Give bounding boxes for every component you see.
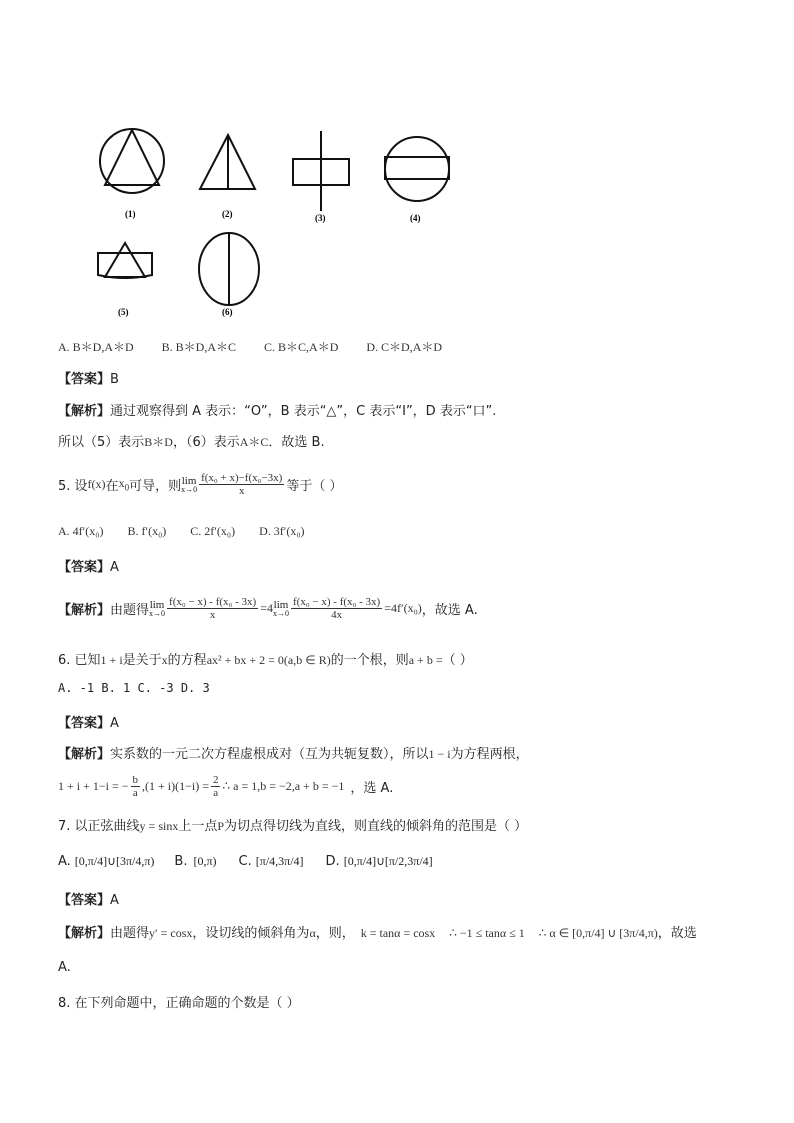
answer-tag: 【答案】 — [58, 560, 111, 575]
analysis-text: 为方程两根， — [450, 747, 529, 762]
question-text: 5. 设 — [58, 478, 88, 494]
shape-2-label: (2) — [222, 209, 233, 219]
q5-option-d: D. 3f′(x₀) — [259, 524, 305, 538]
q4-answer — [58, 368, 119, 387]
q6-analysis-line2 — [58, 768, 393, 804]
math-expr: y′ = cosx — [149, 926, 193, 940]
analysis-text: ，设切线的倾斜角为 — [192, 926, 310, 941]
math-expr: ,(1 + i)(1−i) = — [142, 778, 209, 793]
math-expr: a + b = — [408, 653, 443, 667]
analysis-text: ，（6）表示 — [172, 435, 240, 450]
limit-operator: lim x→0 — [181, 474, 198, 494]
q6-stem — [58, 649, 473, 668]
q4-option-a: A. B＊D,A＊D — [58, 340, 134, 354]
shape-6-label: (6) — [222, 307, 233, 317]
q5-option-c: C. 2f′(x₀) — [190, 524, 236, 538]
question-text: 为切点得切线为直线，则直线的倾斜角的范围是（ ） — [224, 819, 528, 834]
limit-operator: lim x→0 — [273, 598, 289, 618]
answer-value: A — [110, 560, 119, 575]
shape-1-label: (1) — [125, 209, 136, 219]
analysis-tag: 【解析】 — [58, 926, 111, 941]
shape-3-label: (3) — [315, 213, 326, 223]
fraction: $\frac{\text{f(x₀ + x)−f(x₀−3x)}}{x}$ — [201, 471, 283, 497]
question-text: 在 — [105, 478, 119, 494]
math-expr: =4 — [260, 600, 273, 615]
q7-option-b: [0,π) — [193, 853, 217, 868]
q7-option-d-label: D. — [325, 853, 340, 869]
math-expr: ax² + bx + 2 = 0(a,b ∈ R) — [206, 653, 331, 667]
math-expr: P — [217, 819, 225, 833]
math-expr: 1 + i + 1−i = − — [58, 778, 129, 793]
q7-option-a: [0,π/4]∪[3π/4,π) — [74, 853, 155, 868]
q4-option-c: C. B＊C,A＊D — [264, 340, 339, 354]
q7-option-a-label: A. — [58, 853, 71, 869]
analysis-text: ，选 A. — [350, 780, 394, 796]
math-expr: =4f′(x₀) — [384, 600, 422, 615]
math-expr: ∴ α ∈ [0,π/4] ∪ [3π/4,π) — [538, 926, 658, 940]
q4-analysis-line1 — [58, 400, 496, 419]
q4-analysis-line2 — [58, 431, 325, 450]
shape-5 — [98, 243, 152, 278]
shape-4 — [385, 137, 449, 201]
fraction: $\frac{2}{a}$ — [212, 773, 219, 799]
q7-option-d: [0,π/4]∪[π/2,3π/4] — [343, 853, 433, 868]
answer-tag: 【答案】 — [58, 716, 111, 731]
answer-value: A — [110, 893, 119, 908]
math-expr: 1 + i — [100, 653, 123, 667]
analysis-text: ．故选 B. — [268, 435, 325, 450]
q7-answer — [58, 889, 119, 908]
question-text: 可导，则 — [129, 478, 182, 494]
q5-option-a: A. 4f′(x₀) — [58, 524, 104, 538]
question-text: 6. 已知 — [58, 653, 101, 668]
math-expr: k = tanα = cosx — [360, 926, 436, 940]
q7-option-b-label: B. — [174, 853, 188, 869]
question-text: 的方程 — [167, 653, 207, 668]
q7-option-c: [π/4,3π/4] — [255, 853, 304, 868]
analysis-text: 由题得 — [110, 602, 150, 618]
q7-option-c-label: C. — [238, 853, 252, 869]
math-expr: α — [309, 926, 316, 940]
q6-options: A. -1 B. 1 C. -3 D. 3 — [58, 681, 210, 695]
analysis-text: ，则， — [315, 926, 355, 941]
analysis-text: 实系数的一元二次方程虚根成对（互为共轭复数），所以 — [110, 747, 429, 762]
shape-3 — [293, 131, 349, 211]
q7-analysis-line2: A. — [58, 960, 71, 975]
math-expr: x — [161, 653, 168, 667]
analysis-text: ，故选 A. — [421, 602, 478, 618]
question-text: 等于（ ） — [286, 478, 343, 494]
math-expr: y = sinx — [139, 819, 179, 833]
analysis-tag: 【解析】 — [58, 747, 111, 762]
shape-1 — [100, 129, 164, 193]
q7-options — [58, 846, 433, 876]
analysis-tag: 【解析】 — [58, 602, 111, 618]
analysis-text: 由题得 — [110, 926, 150, 941]
question-text: （ ） — [442, 653, 473, 668]
limit-operator: lim x→0 — [149, 598, 166, 618]
analysis-text: ，故选 — [657, 926, 697, 941]
q5-analysis — [58, 588, 478, 628]
math-expr: A＊C — [239, 435, 269, 449]
q4-option-b: B. B＊D,A＊C — [161, 340, 237, 354]
analysis-text: 所以（5）表示 — [58, 435, 145, 450]
shapes-figure — [95, 125, 475, 325]
answer-tag: 【答案】 — [58, 893, 111, 908]
q4-options — [58, 338, 442, 355]
math-expr: $x_0$ — [118, 475, 130, 493]
math-expr: ∴ a = 1,b = −2,a + b = −1 — [222, 778, 345, 793]
q5-answer — [58, 556, 119, 575]
math-expr: B＊D — [144, 435, 173, 449]
question-text: 7. 以正弦曲线 — [58, 819, 140, 834]
fraction: $\frac{\text{f(x₀ − x) - f(x₀ - 3x)}}{4x}$ — [293, 595, 381, 621]
answer-tag: 【答案】 — [58, 372, 111, 387]
question-text: 是关于 — [122, 653, 162, 668]
analysis-tag: 【解析】 — [58, 404, 111, 419]
shape-4-label: (4) — [410, 213, 421, 223]
q8-stem: 8. 在下列命题中，正确命题的个数是（ ） — [58, 996, 300, 1011]
q4-option-d: D. C＊D,A＊D — [366, 340, 443, 354]
q5-options — [58, 524, 305, 539]
q7-stem — [58, 815, 527, 834]
q5-stem — [58, 464, 342, 504]
shape-6 — [199, 233, 259, 305]
q6-answer — [58, 712, 119, 731]
shape-5-label: (5) — [118, 307, 129, 317]
question-text: 的一个根，则 — [330, 653, 409, 668]
answer-value: B — [110, 372, 119, 387]
math-expr: ∴ −1 ≤ tanα ≤ 1 — [449, 926, 525, 940]
q6-analysis-line1 — [58, 743, 529, 762]
answer-value: A — [110, 716, 119, 731]
shape-2 — [200, 135, 255, 189]
fraction: $\frac{b}{a}$ — [132, 773, 139, 799]
math-expr: f(x) — [87, 476, 106, 491]
math-expr: 1 − i — [428, 747, 451, 761]
fraction: $\frac{\text{f(x₀ − x) - f(x₀ - 3x)}}{x}$ — [169, 595, 257, 621]
q7-analysis-line1 — [58, 922, 697, 941]
question-text: 上一点 — [178, 819, 218, 834]
q5-option-b: B. f′(x₀) — [127, 524, 167, 538]
analysis-text: 通过观察得到 A 表示：“O”，B 表示“△”，C 表示“I”，D 表示“口”. — [110, 404, 497, 419]
